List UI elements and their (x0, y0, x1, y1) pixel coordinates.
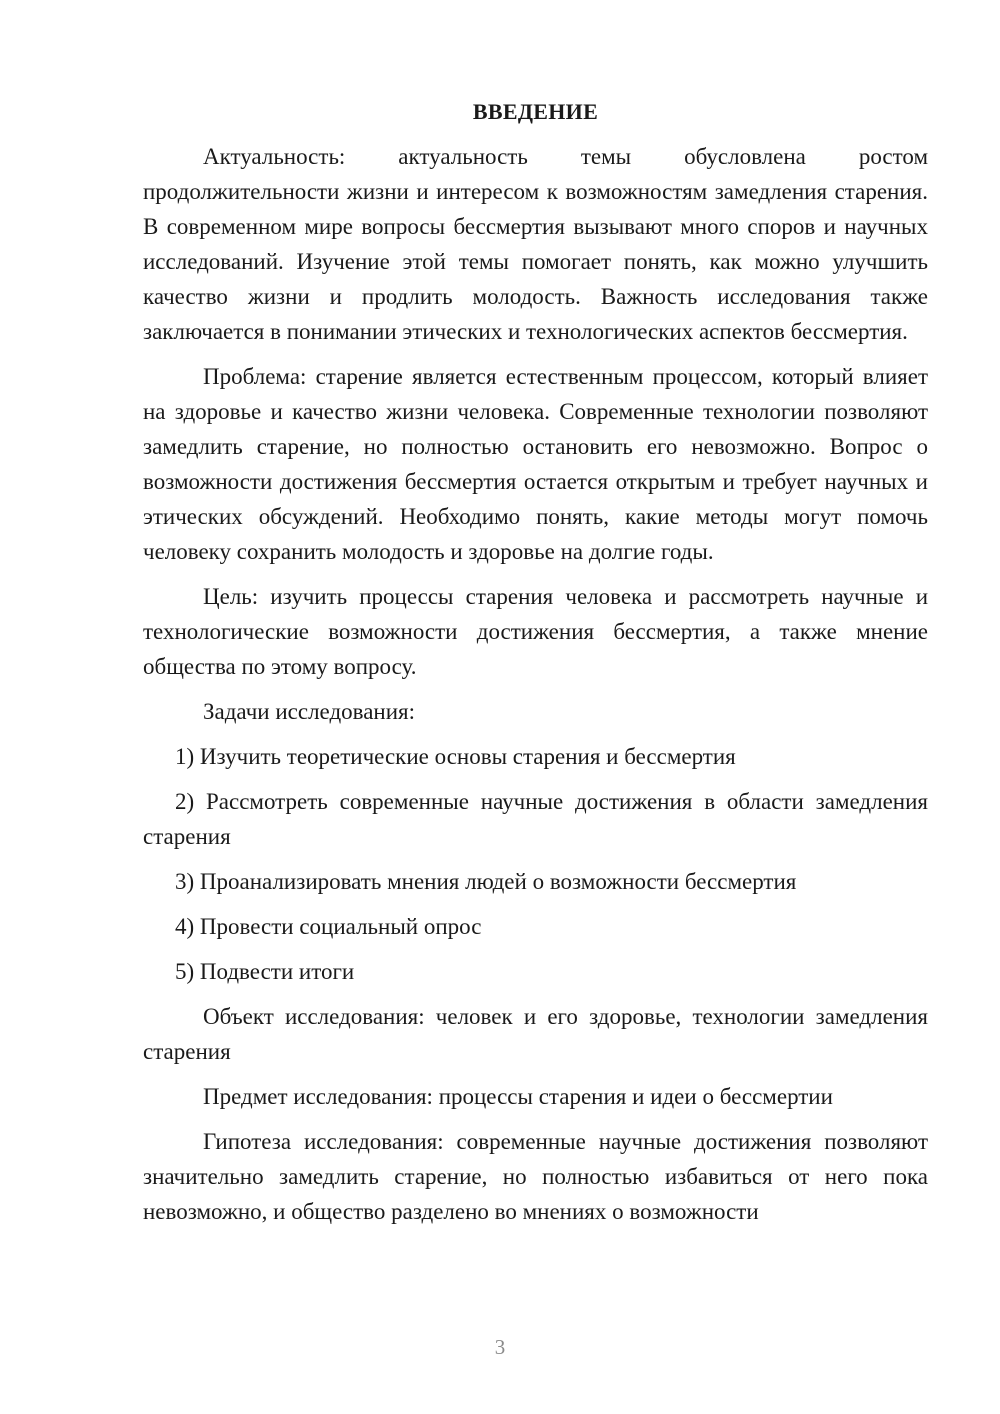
section-heading: ВВЕДЕНИЕ (472, 99, 599, 124)
task-item-4: 4) Провести социальный опрос (175, 914, 482, 939)
task-item-1: 1) Изучить теоретические основы старения и бессмертия (175, 744, 736, 769)
page-content (143, 94, 928, 1239)
paragraph-tasks-title: Задачи исследования: (203, 699, 416, 724)
task-item-3: 3) Проанализировать мнения людей о возможности бессмертия (175, 869, 797, 894)
paragraph-object: Объект исследования: человек и его здоровье, технологии замедления старения (143, 1004, 928, 1064)
task-item-2: 2) Рассмотреть современные научные достижения в области замедления старения (143, 789, 928, 849)
paragraph-relevance: Актуальность: актуальность темы обусловлена ростом продолжительности жизни и интересом к возможностям замедления старения. В современном мире вопросы бессмертия вызывают много споров и научных исследований. Изучение этой темы помогает понять, как можно улучшить качество жизни и продлить молодость. Важность исследования также заключается в понимании этических и технологических аспектов бессмертия. (143, 144, 928, 344)
paragraph-problem: Проблема: старение является естественным процессом, который влияет на здоровье и качество жизни человека. Современные технологии позволяют замедлить старение, но полностью остановить его невозможно. Вопрос о возможности достижения бессмертия остается открытым и требует научных и этических обсуждений. Необходимо понять, какие методы могут помочь человеку сохранить молодость и здоровье на долгие годы. (143, 364, 928, 564)
page-number: 3 (494, 1335, 506, 1359)
paragraph-goal: Цель: изучить процессы старения человека и рассмотреть научные и технологические возможности достижения бессмертия, а также мнение общества по этому вопросу. (143, 584, 928, 679)
task-item-5: 5) Подвести итоги (175, 959, 355, 984)
paragraph-subject: Предмет исследования: процессы старения и идеи о бессмертии (203, 1084, 833, 1109)
paragraph-hypothesis: Гипотеза исследования: современные научные достижения позволяют значительно замедлить старение, но полностью избавиться от него пока невозможно, и общество разделено во мнениях о возможности (143, 1129, 928, 1224)
